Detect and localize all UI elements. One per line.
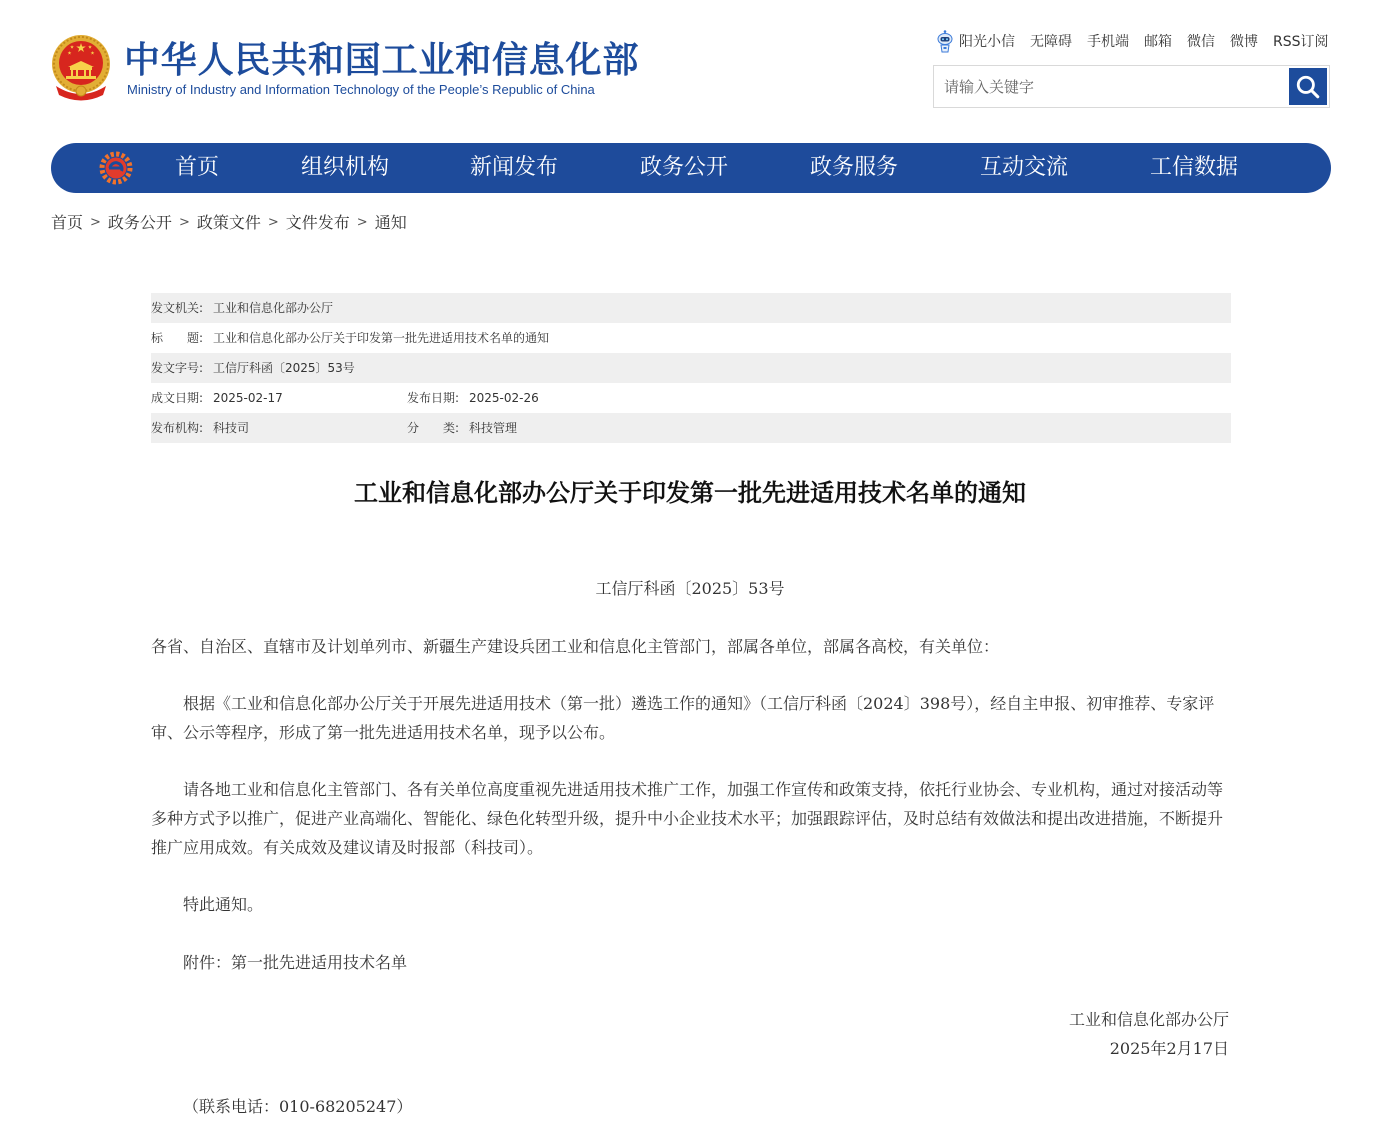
nav-item-organization[interactable]: 组织机构 <box>300 155 389 180</box>
signature-date: 2025年2月17日 <box>1109 1039 1229 1058</box>
xiaoxin-robot-icon <box>936 30 954 54</box>
national-emblem-icon[interactable] <box>50 34 112 102</box>
nav-item-home[interactable]: 首页 <box>174 155 219 180</box>
info-label: 发文字号: <box>151 361 204 375</box>
search-box <box>933 65 1330 108</box>
info-label: 成文日期: <box>151 391 204 405</box>
breadcrumb-item-home[interactable]: 首页 <box>51 213 84 232</box>
breadcrumb-item-doc-release[interactable]: 文件发布 <box>285 213 350 232</box>
info-row-publisher <box>151 413 1231 443</box>
nav-item-government-affairs-disclosure[interactable]: 政务公开 <box>639 155 728 180</box>
breadcrumb-item-notice[interactable]: 通知 <box>374 213 407 232</box>
info-label: 标 题: <box>151 331 204 345</box>
info-label: 发文机关: <box>151 301 204 315</box>
article-body <box>151 477 1229 1148</box>
signature-org: 工业和信息化部办公厅 <box>1068 1010 1229 1030</box>
info-value: 工信厅科函〔2025〕53号 <box>213 361 355 375</box>
search-input[interactable] <box>934 66 1288 107</box>
breadcrumb-item-disclosure[interactable]: 政务公开 <box>107 213 172 232</box>
top-link-label: 阳光小信 <box>959 34 1015 50</box>
info-value: 科技管理 <box>469 421 518 435</box>
top-link-mailbox[interactable]: 邮箱 <box>1144 34 1172 50</box>
article-salutation: 各省、自治区、直辖市及计划单列市、新疆生产建设兵团工业和信息化主管部门，部属各单位，部属各高校，有关单位： <box>151 636 1000 656</box>
info-row-dates <box>151 383 1231 413</box>
top-link-mobile[interactable]: 手机端 <box>1087 34 1129 50</box>
body-paragraph: 根据《工业和信息化部办公厅关于开展先进适用技术（第一批）遴选工作的通知》（工信厅科函〔2024〕398号），经自主申报、初审推荐、专家评审、公示等程序，形成了第一批先进适用技术名单，现予以公布。 <box>151 694 1215 742</box>
site-title[interactable]: 中华人民共和国工业和信息化部 <box>124 40 640 81</box>
contact-phone: （联系电话：010-68205247） <box>183 1096 413 1116</box>
document-info-table <box>151 293 1231 443</box>
breadcrumb <box>51 212 407 234</box>
info-label: 分 类: <box>407 421 460 435</box>
top-link-rss[interactable]: RSS订阅 <box>1273 34 1329 50</box>
info-value: 工业和信息化部办公厅关于印发第一批先进适用技术名单的通知 <box>213 331 550 345</box>
info-value: 科技司 <box>213 421 250 435</box>
article-attachment: 附件：第一批先进适用技术名单 <box>183 952 408 972</box>
search-button[interactable] <box>1289 68 1327 105</box>
site-subtitle-en: Ministry of Industry and Information Technology of the People’s Republic of China <box>127 82 595 97</box>
body-paragraph: 请各地工业和信息化主管部门、各有关单位高度重视先进适用技术推广工作，加强工作宣传和政策支持，依托行业协会、专业机构，通过对接活动等多种方式予以推广，促进产业高端化、智能化、绿色化转型升级，提升中小企业技术水平；加强跟踪评估，及时总结有效做法和提出改进措施，不断提升推广应用成效。有关成效及建议请及时报部（科技司）。 <box>151 780 1224 857</box>
info-row-issuer <box>151 293 1231 323</box>
info-cell-publish-date <box>407 383 663 413</box>
info-row-title <box>151 323 1231 353</box>
top-link-weibo[interactable]: 微博 <box>1230 34 1258 50</box>
info-label: 发布机构: <box>151 421 204 435</box>
main-nav <box>51 143 1331 193</box>
signature-block <box>151 1006 1229 1064</box>
top-link-wechat[interactable]: 微信 <box>1187 34 1215 50</box>
search-icon <box>1295 74 1321 100</box>
breadcrumb-separator: > <box>267 215 279 230</box>
breadcrumb-separator: > <box>90 215 101 230</box>
article-closing: 特此通知。 <box>183 895 264 915</box>
nav-item-news[interactable]: 新闻发布 <box>469 155 558 180</box>
nav-item-miit-data[interactable]: 工信数据 <box>1149 155 1238 180</box>
info-cell-written-date <box>151 383 407 413</box>
breadcrumb-separator: > <box>178 215 190 230</box>
top-link-accessibility[interactable]: 无障碍 <box>1030 34 1072 50</box>
info-cell-publisher <box>151 413 407 443</box>
nav-item-interaction[interactable]: 互动交流 <box>979 155 1068 180</box>
nav-item-government-services[interactable]: 政务服务 <box>809 155 898 180</box>
article-doc-number: 工信厅科函〔2025〕53号 <box>595 579 785 598</box>
info-value: 2025-02-26 <box>469 391 539 405</box>
info-value: 工业和信息化部办公厅 <box>213 301 334 315</box>
info-value: 2025-02-17 <box>213 391 283 405</box>
breadcrumb-item-policy-docs[interactable]: 政策文件 <box>196 213 261 232</box>
info-row-doc-number <box>151 353 1231 383</box>
breadcrumb-separator: > <box>356 215 368 230</box>
info-cell-category <box>407 413 663 443</box>
top-link-sunshine-xiaoxin[interactable] <box>936 30 1015 54</box>
top-links <box>936 30 1329 54</box>
info-label: 发布日期: <box>407 391 460 405</box>
article-title: 工业和信息化部办公厅关于印发第一批先进适用技术名单的通知 <box>354 479 1026 507</box>
